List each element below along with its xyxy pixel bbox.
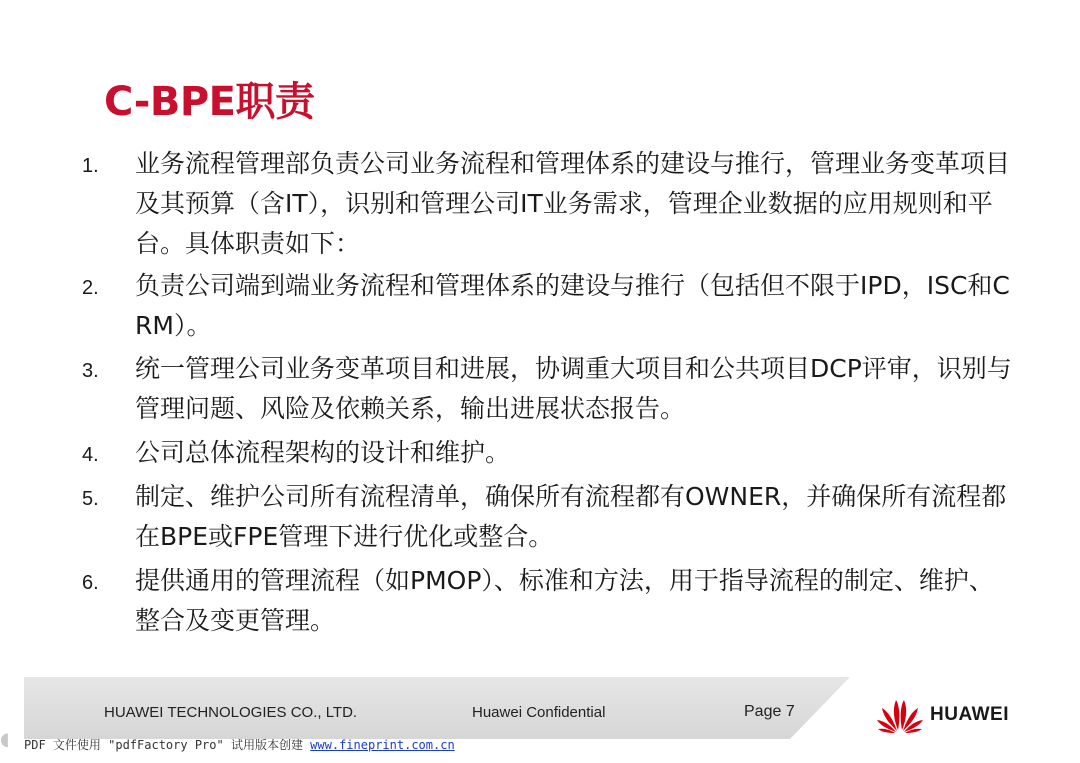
- footer-page-number: Page 7: [744, 703, 795, 720]
- list-item-number: 3.: [82, 360, 99, 382]
- list-item: [82, 266, 1022, 346]
- list-item-text: 提供通用的管理流程（如PMOP）、标准和方法，用于指导流程的制定、维护、整合及变更管理。: [135, 566, 994, 635]
- list-item-text: 统一管理公司业务变革项目和进展，协调重大项目和公共项目DCP评审，识别与管理问题、风险及依赖关系，输出进展状态报告。: [135, 354, 1012, 423]
- footer-company-name: HUAWEI TECHNOLOGIES CO., LTD.: [104, 704, 358, 721]
- list-item: [82, 144, 1022, 264]
- list-item-number: 5.: [82, 488, 99, 510]
- watermark-link[interactable]: www.fineprint.com.cn: [310, 738, 455, 752]
- list-item-text: 公司总体流程架构的设计和维护。: [135, 438, 511, 467]
- list-item-text: 制定、维护公司所有流程清单，确保所有流程都有OWNER，并确保所有流程都在BPE或FPE管理下进行优化或整合。: [135, 482, 1007, 551]
- slide-title: C-BPE职责: [104, 79, 315, 125]
- corner-watermark-glyph: ◖: [0, 729, 10, 750]
- pdf-watermark-text: PDF 文件使用 "pdfFactory Pro" 试用版本创建: [24, 738, 311, 752]
- list-item: [82, 561, 1022, 641]
- list-item: [82, 477, 1022, 557]
- pdf-watermark: [24, 737, 455, 753]
- list-item: [82, 433, 1022, 473]
- huawei-logo: [876, 694, 1036, 734]
- footer-confidential-label: Huawei Confidential: [472, 704, 606, 721]
- list-item-number: 2.: [82, 277, 99, 299]
- list-item-number: 4.: [82, 444, 99, 466]
- logo-wordmark: HUAWEI: [930, 704, 1009, 725]
- list-item-text: 业务流程管理部负责公司业务流程和管理体系的建设与推行，管理业务变革项目及其预算（含IT），识别和管理公司IT业务需求，管理企业数据的应用规则和平台。具体职责如下：: [135, 149, 1011, 258]
- huawei-flower-icon: [876, 694, 924, 734]
- list-item: [82, 349, 1022, 429]
- list-item-number: 6.: [82, 572, 99, 594]
- list-item-number: 1.: [82, 155, 99, 177]
- list-item-text: 负责公司端到端业务流程和管理体系的建设与推行（包括但不限于IPD，ISC和CRM）。: [135, 271, 1010, 340]
